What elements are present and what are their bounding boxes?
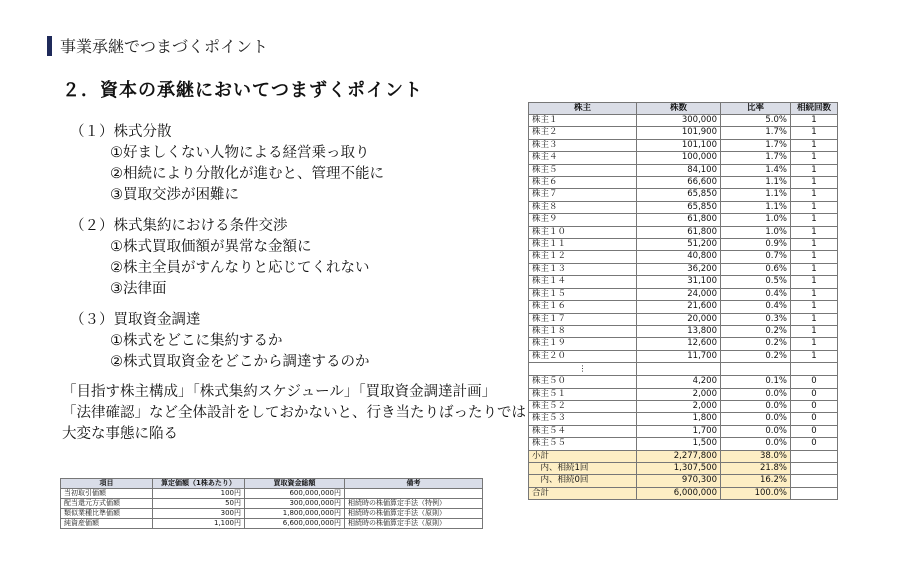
table-cell: 純資産価額 xyxy=(61,519,153,529)
table-cell: 株主１９ xyxy=(529,338,637,350)
table-cell: 株主６ xyxy=(529,177,637,189)
table-cell: 0.2% xyxy=(721,325,791,337)
table-row xyxy=(529,152,838,164)
table-cell: 65,850 xyxy=(637,201,721,213)
table-row xyxy=(529,139,838,151)
table-cell: 株主１８ xyxy=(529,325,637,337)
table-row xyxy=(529,350,838,362)
table-cell: 1 xyxy=(791,214,838,226)
table-cell: 2,000 xyxy=(637,388,721,400)
table-row xyxy=(529,189,838,201)
table-cell: 類似業種比準価額 xyxy=(61,509,153,519)
table-cell: 1 xyxy=(791,263,838,275)
table-cell: 1 xyxy=(791,288,838,300)
table-cell: 1,700 xyxy=(637,425,721,437)
table-cell: 0.9% xyxy=(721,239,791,251)
table-cell: 株主１１ xyxy=(529,239,637,251)
table-cell: 1,800 xyxy=(637,413,721,425)
table-cell: 1,800,000,000円 xyxy=(245,509,345,519)
outline-list xyxy=(70,122,510,383)
table-cell: 1.1% xyxy=(721,189,791,201)
table-cell: 66,600 xyxy=(637,177,721,189)
table-cell: 株主２０ xyxy=(529,350,637,362)
column-header: 備考 xyxy=(345,479,483,489)
table-row xyxy=(529,301,838,313)
table-cell: 0 xyxy=(791,400,838,412)
table-row xyxy=(529,413,838,425)
table-cell xyxy=(791,450,838,462)
table-cell: 株主２ xyxy=(529,127,637,139)
table-cell: 株主３ xyxy=(529,139,637,151)
table-row xyxy=(529,388,838,400)
table-cell: 100,000 xyxy=(637,152,721,164)
table-cell: 1 xyxy=(791,139,838,151)
summary-line: 大変な事態に陥る xyxy=(62,426,178,442)
outline-group xyxy=(70,122,510,206)
table-cell: 0 xyxy=(791,376,838,388)
table-cell: 株主１０ xyxy=(529,226,637,238)
outline-item: ①好ましくない人物による経営乗っ取り xyxy=(110,145,370,161)
table-row xyxy=(529,251,838,263)
table-cell: 1.7% xyxy=(721,139,791,151)
outline-item: ③法律面 xyxy=(110,281,167,297)
table-cell: 61,800 xyxy=(637,226,721,238)
table-row xyxy=(529,177,838,189)
table-cell: 970,300 xyxy=(637,475,721,487)
table-cell: 0.4% xyxy=(721,288,791,300)
table-cell: 1,100円 xyxy=(153,519,245,529)
column-header: 相続回数 xyxy=(791,103,838,115)
table-cell: 相続時の株価算定手法（原則） xyxy=(345,509,483,519)
table-cell: 0 xyxy=(791,388,838,400)
table-cell: 600,000,000円 xyxy=(245,489,345,499)
column-header: 比率 xyxy=(721,103,791,115)
table-cell: 株主５０ xyxy=(529,376,637,388)
outline-item: ③買取交渉が困難に xyxy=(110,187,239,203)
table-row xyxy=(529,400,838,412)
table-cell: 1 xyxy=(791,276,838,288)
table-row xyxy=(529,226,838,238)
ellipsis-cell xyxy=(791,363,838,376)
table-cell: 0 xyxy=(791,438,838,450)
outline-heading: （２）株式集約における条件交渉 xyxy=(70,218,288,234)
table-cell: 0.0% xyxy=(721,413,791,425)
table-row xyxy=(529,425,838,437)
table-cell: 31,100 xyxy=(637,276,721,288)
table-row xyxy=(61,509,483,519)
table-cell: 6,600,000,000円 xyxy=(245,519,345,529)
table-cell: 6,000,000 xyxy=(637,487,721,499)
column-header: 株数 xyxy=(637,103,721,115)
table-cell: 1.0% xyxy=(721,214,791,226)
table-cell: 1.7% xyxy=(721,152,791,164)
table-cell: 50円 xyxy=(153,499,245,509)
table-cell: 1 xyxy=(791,313,838,325)
table-cell: 16.2% xyxy=(721,475,791,487)
table-cell: 0 xyxy=(791,425,838,437)
outline-item: ②株主全員がすんなりと応じてくれない xyxy=(110,260,370,276)
table-cell: 1,500 xyxy=(637,438,721,450)
table-cell: 株主５３ xyxy=(529,413,637,425)
ellipsis-cell xyxy=(637,363,721,376)
table-row xyxy=(529,239,838,251)
ellipsis-cell: ⋮ xyxy=(529,363,637,376)
table-cell: 84,100 xyxy=(637,164,721,176)
table-cell: 0.0% xyxy=(721,388,791,400)
column-header: 株主 xyxy=(529,103,637,115)
summary-text xyxy=(62,382,526,445)
table-cell: 1 xyxy=(791,152,838,164)
shareholder-table-body xyxy=(529,115,838,500)
table-row xyxy=(529,338,838,350)
table-cell: 13,800 xyxy=(637,325,721,337)
table-cell: 1 xyxy=(791,115,838,127)
table-cell: 相続時の株価算定手法（原則） xyxy=(345,519,483,529)
table-row xyxy=(529,263,838,275)
slide-header-title: 事業承継でつまづくポイント xyxy=(60,37,269,56)
table-cell: 38.0% xyxy=(721,450,791,462)
table-cell: 100円 xyxy=(153,489,245,499)
table-cell: 株主５１ xyxy=(529,388,637,400)
table-cell: 101,900 xyxy=(637,127,721,139)
table-cell: 株主５４ xyxy=(529,425,637,437)
table-cell: 株主１７ xyxy=(529,313,637,325)
table-header-row xyxy=(61,479,483,489)
header-accent-bar xyxy=(47,36,52,56)
table-cell: 株主９ xyxy=(529,214,637,226)
table-cell: 0 xyxy=(791,413,838,425)
table-row xyxy=(529,201,838,213)
table-row xyxy=(529,127,838,139)
table-cell xyxy=(791,462,838,474)
table-cell: 株主４ xyxy=(529,152,637,164)
table-cell: 1.0% xyxy=(721,226,791,238)
table-row xyxy=(529,325,838,337)
table-cell: 0.7% xyxy=(721,251,791,263)
table-cell: 株主１４ xyxy=(529,276,637,288)
ellipsis-cell xyxy=(721,363,791,376)
table-cell: 21,600 xyxy=(637,301,721,313)
shareholder-table xyxy=(528,102,838,500)
table-row xyxy=(529,276,838,288)
total-row xyxy=(529,462,838,474)
table-cell: 24,000 xyxy=(637,288,721,300)
table-cell: 5.0% xyxy=(721,115,791,127)
table-cell: 0.0% xyxy=(721,400,791,412)
table-cell: 100.0% xyxy=(721,487,791,499)
table-cell xyxy=(791,475,838,487)
table-cell: 1 xyxy=(791,177,838,189)
table-row xyxy=(529,376,838,388)
table-cell: 1 xyxy=(791,251,838,263)
table-header-row xyxy=(529,103,838,115)
table-cell: 合計 xyxy=(529,487,637,499)
outline-item: ②相続により分散化が進むと、管理不能に xyxy=(110,166,384,182)
table-row xyxy=(529,214,838,226)
table-cell: 0.3% xyxy=(721,313,791,325)
table-cell: 1 xyxy=(791,127,838,139)
outline-group xyxy=(70,216,510,300)
table-cell: 61,800 xyxy=(637,214,721,226)
table-row xyxy=(529,115,838,127)
table-row xyxy=(529,164,838,176)
table-cell: 2,277,800 xyxy=(637,450,721,462)
table-cell: 1 xyxy=(791,239,838,251)
table-cell: 0.0% xyxy=(721,438,791,450)
table-cell: 0.2% xyxy=(721,338,791,350)
total-row xyxy=(529,475,838,487)
section-title: ２．資本の承継においてつまずくポイント xyxy=(62,80,423,101)
table-cell: 株主５ xyxy=(529,164,637,176)
table-cell: 株主５２ xyxy=(529,400,637,412)
table-cell: 1.1% xyxy=(721,177,791,189)
table-row xyxy=(61,489,483,499)
table-cell: 1.4% xyxy=(721,164,791,176)
table-cell: 1,307,500 xyxy=(637,462,721,474)
table-cell: 0.2% xyxy=(721,350,791,362)
table-cell: 1 xyxy=(791,226,838,238)
table-cell: 株主８ xyxy=(529,201,637,213)
table-cell: 1 xyxy=(791,301,838,313)
table-cell: 4,200 xyxy=(637,376,721,388)
outline-heading: （３）買取資金調達 xyxy=(70,312,201,328)
table-cell: 1 xyxy=(791,338,838,350)
table-row xyxy=(529,288,838,300)
table-cell: 1 xyxy=(791,350,838,362)
outline-item: ①株式買取価額が異常な金額に xyxy=(110,239,312,255)
table-cell: 0.4% xyxy=(721,301,791,313)
table-cell: 0.5% xyxy=(721,276,791,288)
table-cell: 300円 xyxy=(153,509,245,519)
table-cell: 0.0% xyxy=(721,425,791,437)
table-cell: 内、相続1回 xyxy=(529,462,637,474)
table-cell: 株主１２ xyxy=(529,251,637,263)
column-header: 項目 xyxy=(61,479,153,489)
valuation-table xyxy=(60,478,483,529)
outline-group xyxy=(70,310,510,373)
outline-item: ①株式をどこに集約するか xyxy=(110,333,283,349)
table-cell xyxy=(791,487,838,499)
table-cell: 株主１６ xyxy=(529,301,637,313)
table-cell: 11,700 xyxy=(637,350,721,362)
table-cell: 12,600 xyxy=(637,338,721,350)
table-cell: 300,000,000円 xyxy=(245,499,345,509)
valuation-table-body xyxy=(61,489,483,529)
column-header: 買取資金総額 xyxy=(245,479,345,489)
table-cell: 300,000 xyxy=(637,115,721,127)
table-cell: 51,200 xyxy=(637,239,721,251)
table-cell: 内、相続0回 xyxy=(529,475,637,487)
table-cell: 株主１５ xyxy=(529,288,637,300)
total-row xyxy=(529,450,838,462)
table-cell: 101,100 xyxy=(637,139,721,151)
table-cell: 相続時の株価算定手法（特例） xyxy=(345,499,483,509)
table-cell: 配当還元方式価額 xyxy=(61,499,153,509)
table-cell: 1 xyxy=(791,164,838,176)
table-cell: 0.6% xyxy=(721,263,791,275)
table-cell: 小計 xyxy=(529,450,637,462)
table-cell: 20,000 xyxy=(637,313,721,325)
table-cell: 株主５５ xyxy=(529,438,637,450)
table-cell: 65,850 xyxy=(637,189,721,201)
table-cell: 1.1% xyxy=(721,201,791,213)
table-cell: 36,200 xyxy=(637,263,721,275)
table-row xyxy=(61,499,483,509)
summary-line: 「目指す株主構成」「株式集約スケジュール」「買取資金調達計画」 xyxy=(62,384,497,400)
table-cell: 当初取引価額 xyxy=(61,489,153,499)
table-cell: 1 xyxy=(791,201,838,213)
table-cell: 株主７ xyxy=(529,189,637,201)
table-cell: 1 xyxy=(791,189,838,201)
outline-item: ②株式買取資金をどこから調達するのか xyxy=(110,354,370,370)
table-cell: 0.1% xyxy=(721,376,791,388)
table-row xyxy=(61,519,483,529)
table-cell: 株主１ xyxy=(529,115,637,127)
table-row xyxy=(529,438,838,450)
table-cell: 40,800 xyxy=(637,251,721,263)
table-cell: 株主１３ xyxy=(529,263,637,275)
table-cell xyxy=(345,489,483,499)
table-cell: 1 xyxy=(791,325,838,337)
table-cell: 1.7% xyxy=(721,127,791,139)
summary-line: 「法律確認」など全体設計をしておかないと、行き当たりばったりでは xyxy=(62,405,526,421)
column-header: 算定価額（1株あたり） xyxy=(153,479,245,489)
ellipsis-row xyxy=(529,363,838,376)
outline-heading: （１）株式分散 xyxy=(70,124,172,140)
total-row xyxy=(529,487,838,499)
table-cell: 21.8% xyxy=(721,462,791,474)
table-cell: 2,000 xyxy=(637,400,721,412)
table-row xyxy=(529,313,838,325)
